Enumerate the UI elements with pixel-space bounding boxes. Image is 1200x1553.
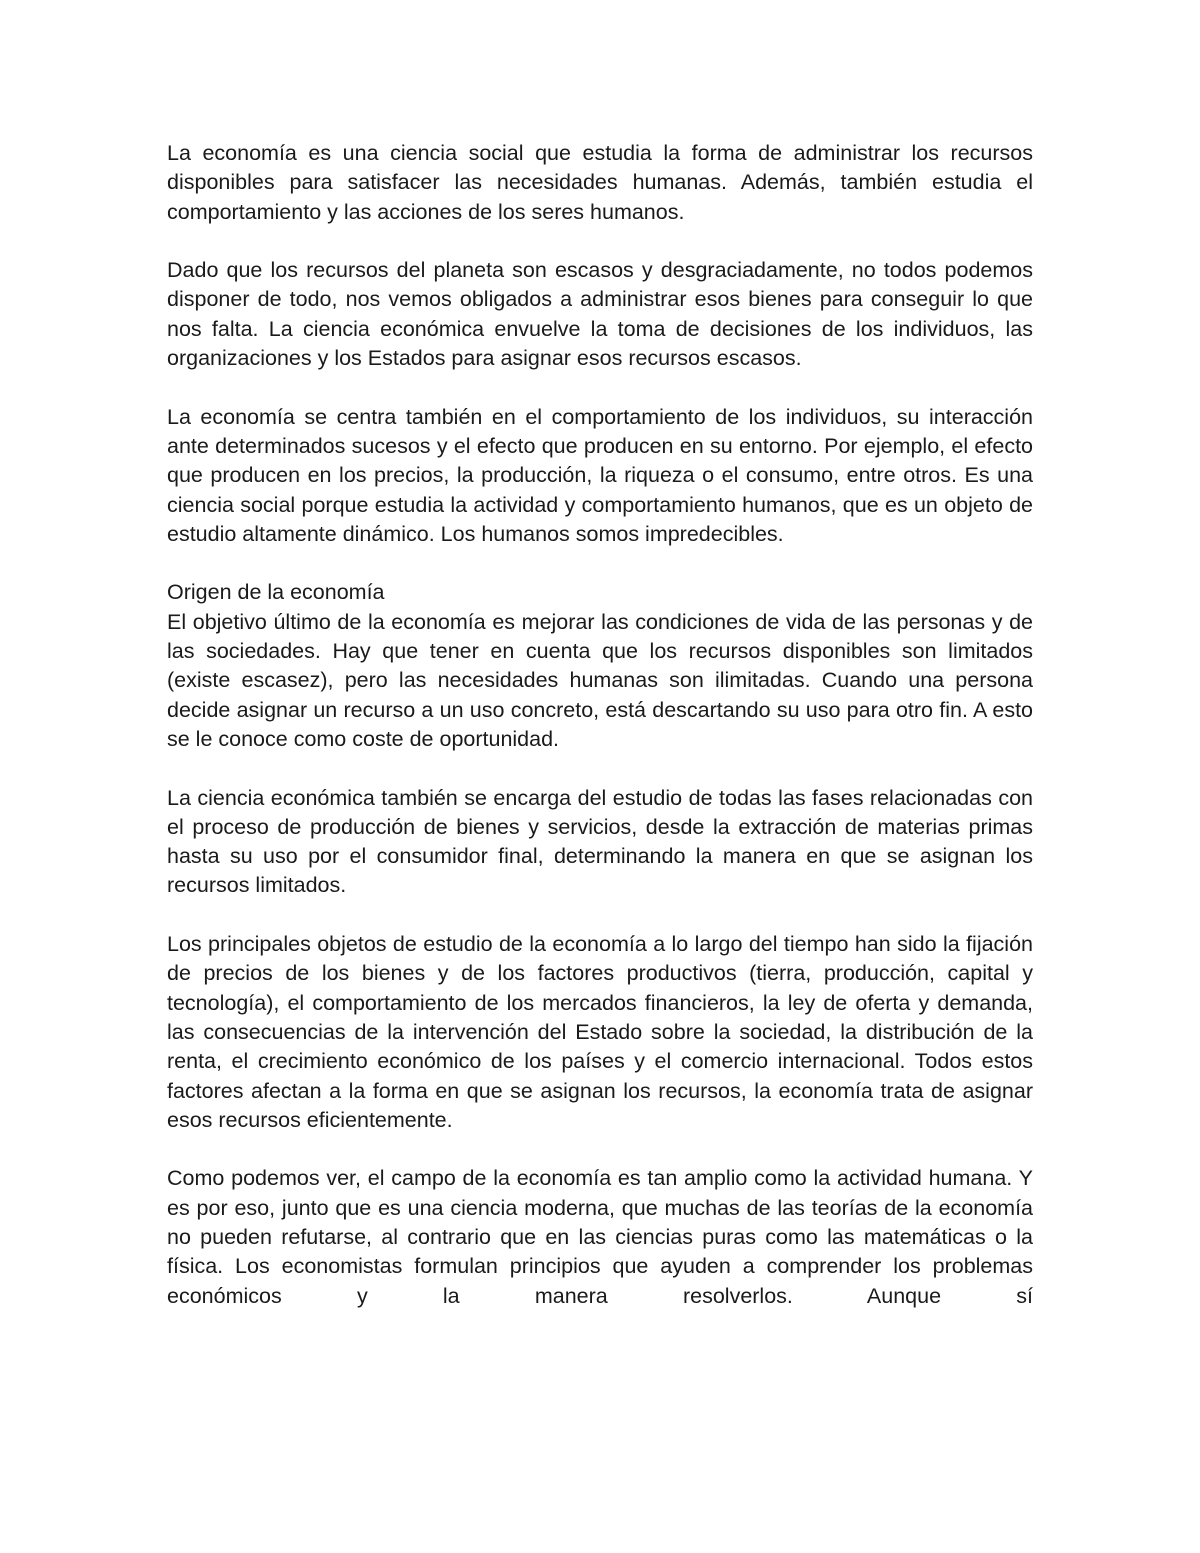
- document-body: [167, 139, 1033, 1311]
- paragraph-intro: La economía es una ciencia social que estudia la forma de administrar los recursos disponibles para satisfacer las necesidades humanas. Además, también estudia el comportamiento y las acciones de los seres humanos.: [167, 141, 1033, 224]
- section-heading: Origen de la economía: [167, 580, 385, 605]
- paragraph-study-objects: Los principales objetos de estudio de la economía a lo largo del tiempo han sido la fijación de precios de los bienes y de los factores productivos (tierra, producción, capital y tecnología), el comportamiento de los mercados financieros, la ley de oferta y demanda, las consecuencias de la intervención del Estado sobre la sociedad, la distribución de la renta, el crecimiento económico de los países y el comercio internacional. Todos estos factores afectan a la forma en que se asignan los recursos, la economía trata de asignar esos recursos eficientemente.: [167, 932, 1033, 1132]
- paragraph-behavior: La economía se centra también en el comportamiento de los individuos, su interacción ante determinados sucesos y el efecto que producen en su entorno. Por ejemplo, el efecto que producen en los precios, la producción, la riqueza o el consumo, entre otros. Es una ciencia social porque estudia la actividad y comportamiento humanos, que es un objeto de estudio altamente dinámico. Los humanos somos impredecibles.: [167, 404, 1033, 546]
- paragraph-production-phases: La ciencia económica también se encarga del estudio de todas las fases relacionadas con el proceso de producción de bienes y servicios, desde la extracción de materias primas hasta su uso por el consumidor final, determinando la manera en que se asignan los recursos limitados.: [167, 785, 1033, 898]
- paragraph-scarcity: Dado que los recursos del planeta son escasos y desgraciadamente, no todos podemos disponer de todo, nos vemos obligados a administrar esos bienes para conseguir lo que nos falta. La ciencia económica envuelve la toma de decisiones de los individuos, las organizaciones y los Estados para asignar esos recursos escasos.: [167, 258, 1033, 371]
- paragraph-objective: El objetivo último de la economía es mejorar las condiciones de vida de las personas y de las sociedades. Hay que tener en cuenta que los recursos disponibles son limitados (existe escasez), pero las necesidades humanas son ilimitadas. Cuando una persona decide asignar un recurso a un uso concreto, está descartando su uso para otro fin. A esto se le conoce como coste de oportunidad.: [167, 609, 1033, 751]
- paragraph-scope: Como podemos ver, el campo de la economía es tan amplio como la actividad humana. Y es por eso, junto que es una ciencia moderna, que muchas de las teorías de la economía no pueden refutarse, al contrario que en las ciencias puras como las matemáticas o la física. Los economistas formulan principios que ayuden a comprender los problemas económicos y la manera resolverlos. Aunque sí: [167, 1166, 1033, 1308]
